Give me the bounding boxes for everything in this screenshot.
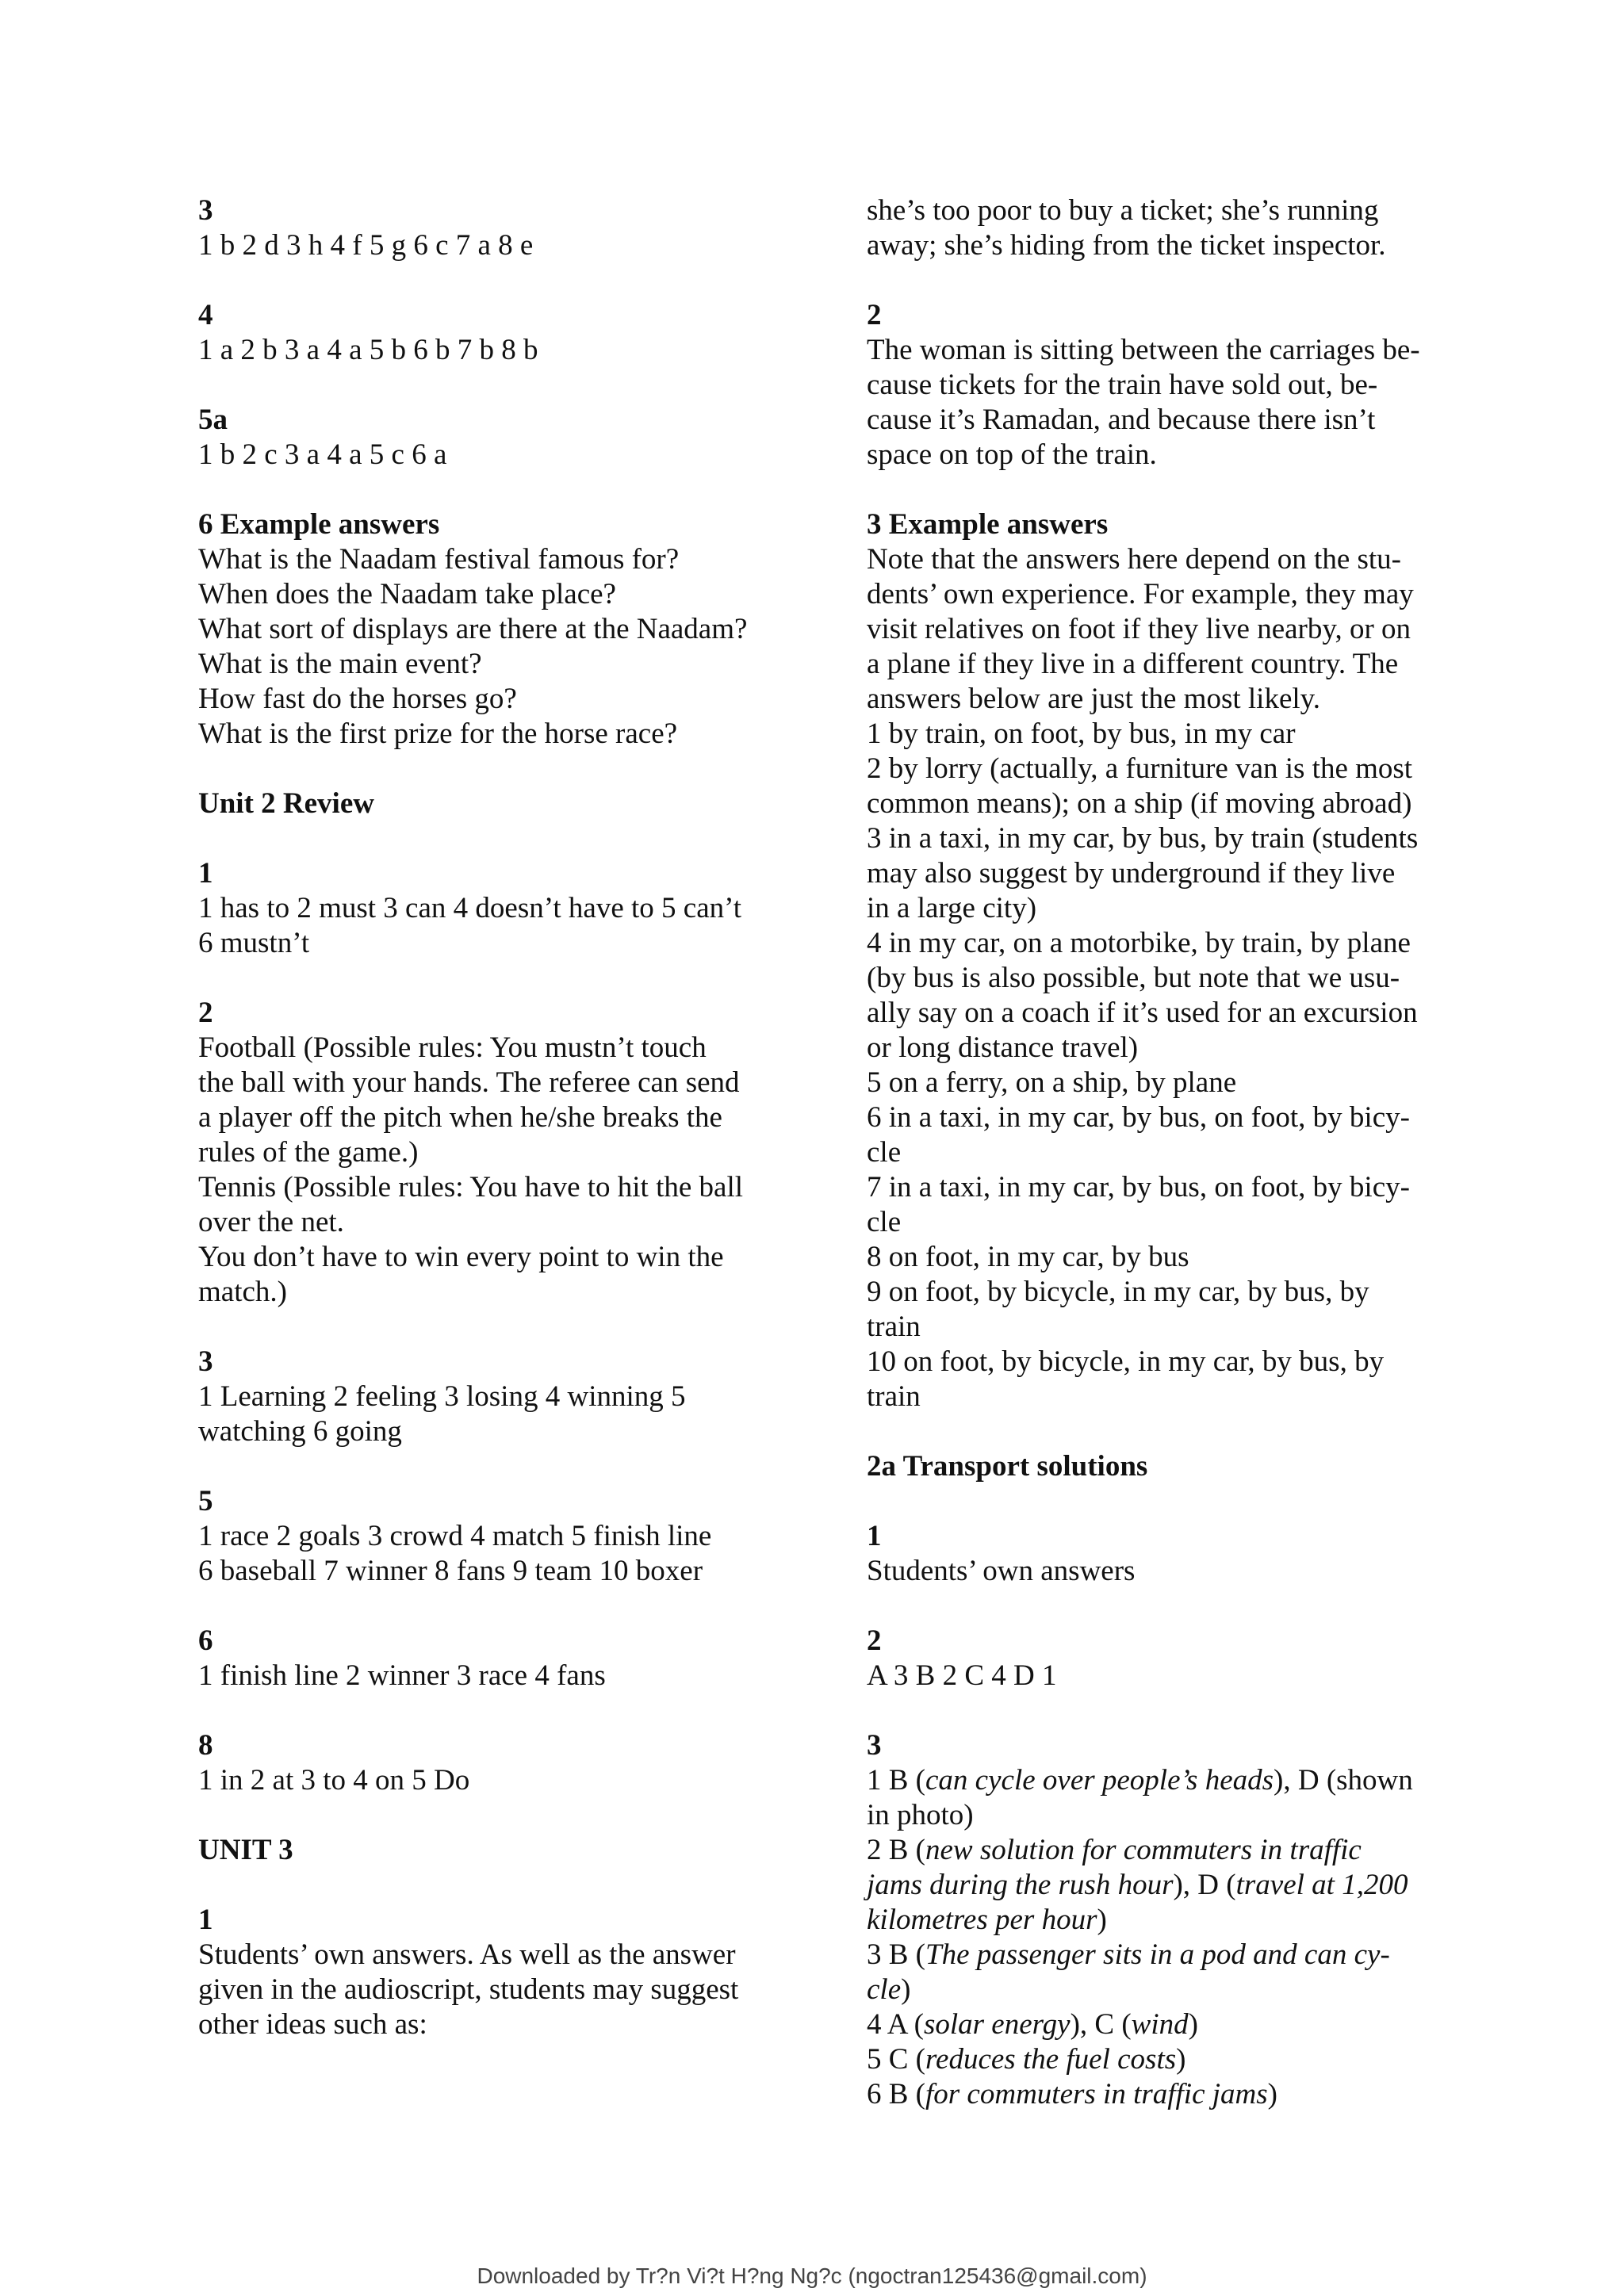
- answer-line: 6 baseball 7 winner 8 fans 9 team 10 boxer: [198, 1555, 703, 1587]
- answer-line: may also suggest by underground if they live: [867, 857, 1396, 890]
- answer-line: 10 on foot, by bicycle, in my car, by bus, by: [867, 1345, 1385, 1378]
- answer-line: 1 race 2 goals 3 crowd 4 match 5 finish line: [198, 1520, 712, 1552]
- answer-line: cle: [867, 1206, 902, 1238]
- answer-line: Students’ own answers. As well as the answer: [198, 1938, 736, 1971]
- answer-line: rules of the game.): [198, 1136, 419, 1169]
- answer-block: [867, 507, 1446, 1414]
- section-heading: 4: [198, 299, 213, 331]
- answer-line: or long distance travel): [867, 1031, 1139, 1064]
- answer-line: the ball with your hands. The referee can send: [198, 1066, 740, 1099]
- answer-block: [867, 1728, 1446, 2112]
- answer-block: [867, 298, 1446, 473]
- answer-block: [198, 996, 777, 1310]
- answer-line: 2 B (new solution for commuters in traffic: [867, 1834, 1362, 1866]
- answer-line: When does the Naadam take place?: [198, 578, 616, 610]
- section-heading: 1: [198, 1904, 213, 1936]
- answer-line: other ideas such as:: [198, 2008, 427, 2041]
- answer-block: [198, 298, 777, 368]
- section-heading: 2: [867, 1624, 882, 1657]
- answer-line: answers below are just the most likely.: [867, 683, 1321, 715]
- answer-line: 6 in a taxi, in my car, by bus, on foot, by bicy-: [867, 1101, 1410, 1134]
- answer-line: given in the audioscript, students may suggest: [198, 1973, 739, 2006]
- section-heading: 2: [198, 997, 213, 1029]
- answer-line: cle: [867, 1136, 902, 1169]
- answer-line: You don’t have to win every point to win the: [198, 1241, 724, 1273]
- answer-line: 3 in a taxi, in my car, by bus, by train (students: [867, 822, 1419, 855]
- answer-line: 1 has to 2 must 3 can 4 doesn’t have to 5 can’t: [198, 892, 742, 924]
- answer-line: visit relatives on foot if they live nearby, or on: [867, 613, 1411, 645]
- answer-line: match.): [198, 1276, 287, 1308]
- answer-line: train: [867, 1311, 921, 1343]
- answer-block: [198, 856, 777, 961]
- answer-line: What sort of displays are there at the Naadam?: [198, 613, 748, 645]
- answer-line: 6 mustn’t: [198, 927, 310, 959]
- answer-block: [198, 1833, 777, 1868]
- section-heading: 2a Transport solutions: [867, 1450, 1148, 1483]
- answer-line: she’s too poor to buy a ticket; she’s running: [867, 194, 1379, 227]
- answer-line: Note that the answers here depend on the stu-: [867, 543, 1402, 576]
- answer-line: a player off the pitch when he/she breaks the: [198, 1101, 722, 1134]
- answer-block: [198, 1728, 777, 1798]
- section-heading: 6: [198, 1624, 213, 1657]
- answer-line: 7 in a taxi, in my car, by bus, on foot, by bicy-: [867, 1171, 1410, 1203]
- section-heading: 1: [867, 1520, 882, 1552]
- answer-line: 1 finish line 2 winner 3 race 4 fans: [198, 1659, 606, 1692]
- answer-line: 4 A (solar energy), C (wind): [867, 2008, 1198, 2041]
- answer-block: [198, 1484, 777, 1589]
- answer-line: 9 on foot, by bicycle, in my car, by bus, by: [867, 1276, 1369, 1308]
- answer-line: A 3 B 2 C 4 D 1: [867, 1659, 1057, 1692]
- right-column: [867, 193, 1446, 2147]
- answer-line: jams during the rush hour), D (travel at 1,200: [867, 1869, 1408, 1901]
- answer-line: kilometres per hour): [867, 1904, 1107, 1936]
- answer-line: train: [867, 1380, 921, 1413]
- answer-line: in photo): [867, 1799, 974, 1831]
- answer-block: [198, 1903, 777, 2042]
- answer-line: over the net.: [198, 1206, 344, 1238]
- answer-line: What is the first prize for the horse race?: [198, 718, 678, 750]
- answer-line: dents’ own experience. For example, they may: [867, 578, 1414, 610]
- section-heading: UNIT 3: [198, 1834, 293, 1866]
- answer-line: 1 B (can cycle over people’s heads), D (shown: [867, 1764, 1413, 1797]
- section-heading: 3: [867, 1729, 882, 1762]
- answer-block: [198, 403, 777, 473]
- answer-block: [198, 1624, 777, 1693]
- answer-line: cause tickets for the train have sold out, be-: [867, 369, 1378, 401]
- answer-line: How fast do the horses go?: [198, 683, 517, 715]
- answer-line: Students’ own answers: [867, 1555, 1136, 1587]
- answer-line: ally say on a coach if it’s used for an excursion: [867, 997, 1418, 1029]
- answer-line: What is the main event?: [198, 648, 482, 680]
- answer-line: cause it’s Ramadan, and because there isn’t: [867, 404, 1376, 436]
- answer-line: 5 on a ferry, on a ship, by plane: [867, 1066, 1237, 1099]
- answer-line: 5 C (reduces the fuel costs): [867, 2043, 1186, 2076]
- answer-block: [198, 786, 777, 821]
- answer-block: [198, 507, 777, 752]
- answer-line: 4 in my car, on a motorbike, by train, by plane: [867, 927, 1411, 959]
- section-heading: Unit 2 Review: [198, 787, 374, 820]
- answer-line: 2 by lorry (actually, a furniture van is the most: [867, 752, 1413, 785]
- answer-line: 1 Learning 2 feeling 3 losing 4 winning 5: [198, 1380, 686, 1413]
- section-heading: 6 Example answers: [198, 508, 440, 541]
- answer-line: 1 in 2 at 3 to 4 on 5 Do: [198, 1764, 470, 1797]
- answer-line: 1 b 2 c 3 a 4 a 5 c 6 a: [198, 438, 447, 471]
- answer-line: watching 6 going: [198, 1415, 402, 1448]
- section-heading: 1: [198, 857, 213, 890]
- answer-line: 1 b 2 d 3 h 4 f 5 g 6 c 7 a 8 e: [198, 229, 534, 262]
- section-heading: 3: [198, 194, 213, 227]
- section-heading: 2: [867, 299, 882, 331]
- answer-line: What is the Naadam festival famous for?: [198, 543, 680, 576]
- section-heading: 5: [198, 1485, 213, 1517]
- answer-line: common means); on a ship (if moving abroad): [867, 787, 1412, 820]
- answer-line: Football (Possible rules: You mustn’t touch: [198, 1031, 707, 1064]
- section-heading: 3: [198, 1345, 213, 1378]
- answer-block: [198, 1345, 777, 1449]
- section-heading: 3 Example answers: [867, 508, 1109, 541]
- answer-line: space on top of the train.: [867, 438, 1157, 471]
- answer-line: 8 on foot, in my car, by bus: [867, 1241, 1189, 1273]
- section-heading: 5a: [198, 404, 228, 436]
- answer-block: [867, 193, 1446, 263]
- answer-line: 1 by train, on foot, by bus, in my car: [867, 718, 1296, 750]
- answer-line: 3 B (The passenger sits in a pod and can cy-: [867, 1938, 1390, 1971]
- answer-line: 6 B (for commuters in traffic jams): [867, 2078, 1277, 2110]
- answer-line: cle): [867, 1973, 911, 2006]
- download-footer: Downloaded by Tr?n Vi?t H?ng Ng?c (ngoctran125436@gmail.com): [477, 2263, 1147, 2288]
- answer-line: (by bus is also possible, but note that we usu-: [867, 962, 1400, 994]
- answer-line: in a large city): [867, 892, 1037, 924]
- section-heading: 8: [198, 1729, 213, 1762]
- answer-block: [867, 1624, 1446, 1693]
- answer-block: [198, 193, 777, 263]
- answer-line: 1 a 2 b 3 a 4 a 5 b 6 b 7 b 8 b: [198, 334, 538, 366]
- answer-line: The woman is sitting between the carriages be-: [867, 334, 1420, 366]
- answer-line: away; she’s hiding from the ticket inspector.: [867, 229, 1386, 262]
- left-column: [198, 193, 777, 2077]
- answer-line: a plane if they live in a different country. The: [867, 648, 1399, 680]
- answer-line: Tennis (Possible rules: You have to hit the ball: [198, 1171, 744, 1203]
- answer-block: [867, 1519, 1446, 1589]
- answer-block: [867, 1449, 1446, 1484]
